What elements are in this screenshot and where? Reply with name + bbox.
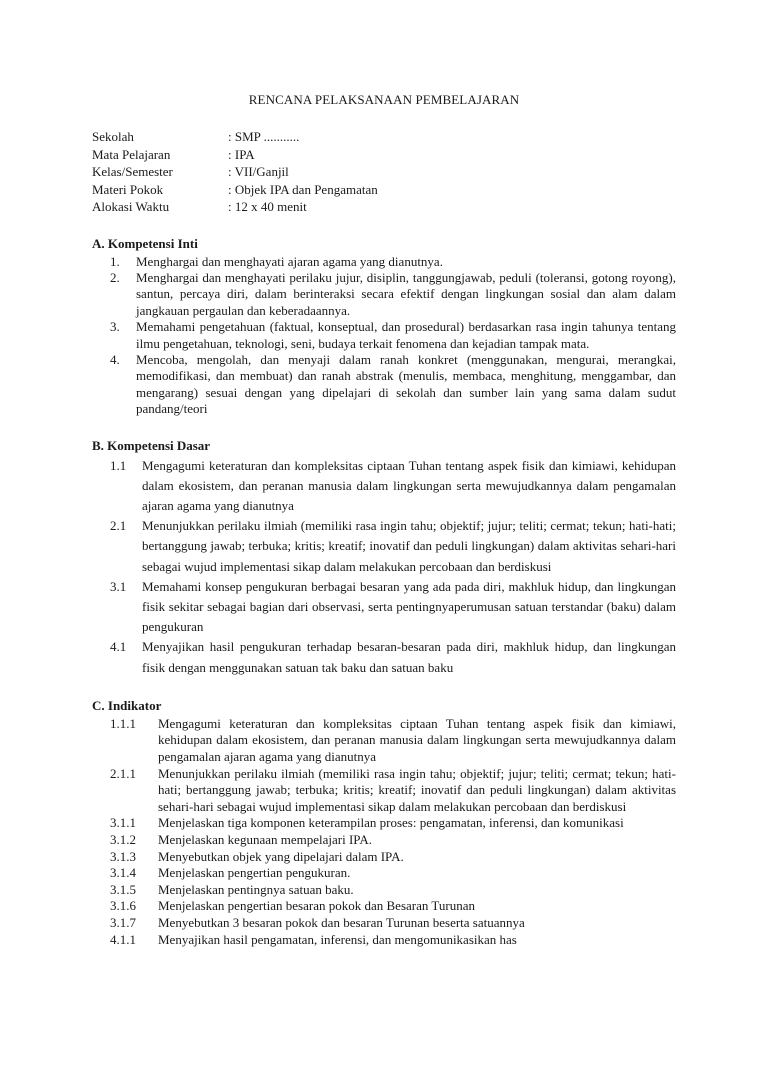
- item-number: 3.1.3: [110, 848, 136, 864]
- item-text: Menjelaskan kegunaan mempelajari IPA.: [158, 831, 372, 847]
- item-number: 4.: [110, 351, 120, 367]
- item-text: Menghargai dan menghayati perilaku jujur, disiplin, tanggungjawab, peduli (toleransi, gotong royong), santun, percaya diri, dalam berinteraksi secara efektif dengan lingkungan sosial dan alam dalam jangkauan pergaulan dan keberadaannya.: [136, 269, 676, 318]
- item-number: 4.1: [110, 639, 127, 655]
- document-title: RENCANA PELAKSANAAN PEMBELAJARAN: [248, 92, 520, 107]
- section-heading-kompetensi-inti: A. Kompetensi Inti: [92, 235, 198, 251]
- info-row-alokasi-waktu: [92, 198, 676, 216]
- list-item: [92, 766, 676, 816]
- info-value: : Objek IPA dan Pengamatan: [228, 181, 378, 197]
- item-text: Mencoba, mengolah, dan menyaji dalam ranah konkret (menggunakan, mengurai, merangkai, memodifikasi, dan membuat) dan ranah abstrak (menulis, membaca, menghitung, menggambar, dan mengarang) sesuai dengan yang dipelajari di sekolah dan sumber lain yang sama dalam sudut pandang/teori: [136, 351, 676, 417]
- item-text: Menjelaskan pengertian besaran pokok dan Besaran Turunan: [158, 898, 475, 914]
- list-item: [92, 456, 676, 517]
- info-row-sekolah: [92, 128, 676, 146]
- item-number: 3.1: [110, 578, 127, 594]
- info-value: : SMP ...........: [228, 129, 300, 144]
- item-text: Menyajikan hasil pengamatan, inferensi, dan mengomunikasikan has: [158, 931, 517, 947]
- item-text: Menyebutkan 3 besaran pokok dan besaran Turunan beserta satuannya: [158, 914, 525, 930]
- list-item: [92, 352, 676, 418]
- info-row-kelas-semester: [92, 163, 676, 181]
- list-item: [92, 716, 676, 766]
- item-number: 3.1.2: [110, 831, 136, 847]
- info-label: Mata Pelajaran: [92, 146, 171, 162]
- item-text: Memahami konsep pengukuran berbagai besaran yang ada pada diri, makhluk hidup, dan lingkungan fisik sekitar sebagai bagian dari observasi, serta pentingnyaperumusan satuan terstandar (baku) dalam pengukuran: [142, 578, 676, 635]
- info-label: Kelas/Semester: [92, 164, 173, 179]
- info-value: : 12 x 40 menit: [228, 199, 307, 214]
- list-item: [92, 882, 676, 899]
- item-number: 3.1.7: [110, 914, 136, 930]
- item-number: 2.1.1: [110, 765, 136, 781]
- item-text: Menjelaskan pentingnya satuan baku.: [158, 881, 354, 897]
- list-item: [92, 849, 676, 866]
- info-label: Sekolah: [92, 129, 134, 144]
- item-number: 2.1: [110, 518, 127, 534]
- item-text: Menyebutkan objek yang dipelajari dalam IPA.: [158, 848, 404, 864]
- list-item: [92, 516, 676, 577]
- list-item: [92, 865, 676, 882]
- item-text: Menjelaskan tiga komponen keterampilan proses: pengamatan, inferensi, dan komunikasi: [158, 815, 624, 831]
- list-item: [92, 815, 676, 832]
- list-item: [92, 832, 676, 849]
- item-text: Mengagumi keteraturan dan kompleksitas ciptaan Tuhan tentang aspek fisik dan kimiawi, kehidupan dalam ekosistem, dan peranan manusia dalam lingkungan serta mewujudkannya dalam pengamalan ajaran agama yang dianutnya: [142, 457, 676, 513]
- info-label: Alokasi Waktu: [92, 199, 170, 214]
- item-number: 1.1.1: [110, 715, 136, 731]
- item-number: 3.1.6: [110, 898, 136, 914]
- list-item: [92, 932, 676, 949]
- indikator-list: [92, 716, 676, 948]
- item-number: 2.: [110, 269, 120, 285]
- item-number: 1.1: [110, 457, 127, 473]
- item-text: Mengagumi keteraturan dan kompleksitas ciptaan Tuhan tentang aspek fisik dan kimiawi, kehidupan dalam ekosistem, dan peranan manusia dalam lingkungan serta mewujudkannya dalam pengamalan ajaran agama yang dianutnya: [158, 715, 676, 764]
- item-number: 3.1.5: [110, 881, 136, 897]
- info-row-materi-pokok: [92, 181, 676, 199]
- document-page: [92, 92, 676, 948]
- item-text: Menunjukkan perilaku ilmiah (memiliki rasa ingin tahu; objektif; jujur; teliti; cermat; tekun; hati-hati; bertanggung jawab; terbuka; kritis; kreatif; inovatif dan peduli lingkungan) dalam aktivitas sehari-hari sebagai wujud implementasi sikap dalam melakukan percobaan dan berdiskusi: [158, 765, 676, 814]
- item-text: Menjelaskan pengertian pengukuran.: [158, 865, 351, 881]
- item-number: 4.1.1: [110, 931, 136, 947]
- list-item: [92, 898, 676, 915]
- item-text: Menunjukkan perilaku ilmiah (memiliki rasa ingin tahu; objektif; jujur; teliti; cermat; tekun; hati-hati; bertanggung jawab; terbuka; kritis; kreatif; inovatif dan peduli lingkungan) dalam aktivitas sehari-hari sebagai wujud implementasi sikap dalam melakukan percobaan dan berdiskusi: [142, 518, 676, 574]
- info-value: : VII/Ganjil: [228, 164, 289, 179]
- info-label: Materi Pokok: [92, 181, 164, 197]
- list-item: [92, 577, 676, 638]
- list-item: [92, 637, 676, 677]
- item-number: 3.1.1: [110, 815, 136, 831]
- list-item: [92, 319, 676, 352]
- info-value: : IPA: [228, 146, 255, 162]
- item-text: Memahami pengetahuan (faktual, konseptual, dan prosedural) berdasarkan rasa ingin tahunya tentang ilmu pengetahuan, teknologi, seni, budaya terkait fenomena dan kejadian tampak mata.: [136, 319, 676, 351]
- item-text: Menghargai dan menghayati ajaran agama yang dianutnya.: [136, 253, 443, 269]
- list-item: [92, 915, 676, 932]
- item-text: Menyajikan hasil pengukuran terhadap besaran-besaran pada diri, makhluk hidup, dan lingkungan fisik dengan menggunakan satuan tak baku dan satuan baku: [142, 639, 676, 675]
- section-heading-kompetensi-dasar: B. Kompetensi Dasar: [92, 437, 211, 453]
- list-item: [92, 270, 676, 319]
- kompetensi-dasar-list: [92, 456, 676, 678]
- section-heading-indikator: C. Indikator: [92, 697, 162, 713]
- info-table: [92, 128, 676, 216]
- info-row-mata-pelajaran: [92, 146, 676, 164]
- item-number: 1.: [110, 253, 120, 269]
- list-item: [92, 254, 676, 270]
- kompetensi-inti-list: [92, 254, 676, 418]
- item-number: 3.: [110, 319, 120, 335]
- item-number: 3.1.4: [110, 865, 136, 881]
